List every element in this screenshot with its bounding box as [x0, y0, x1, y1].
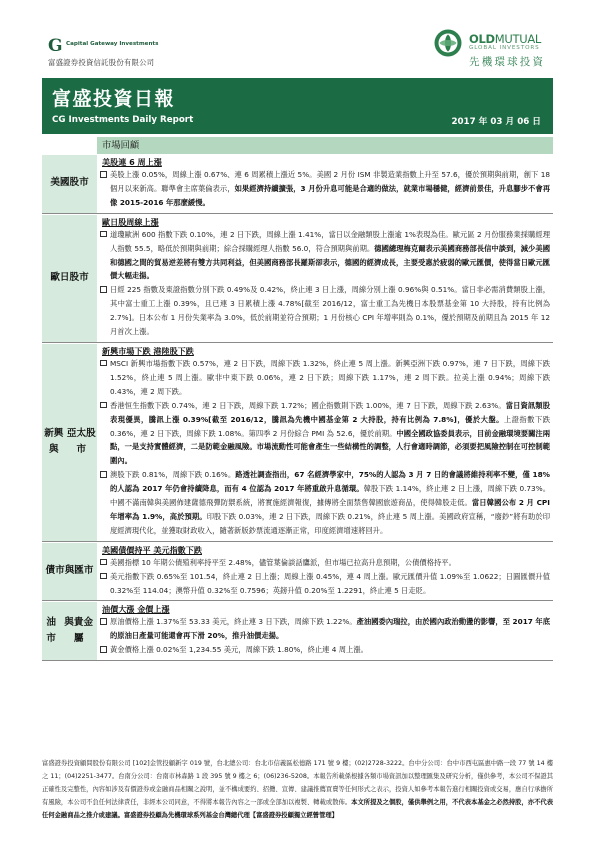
report-date: 2017 年 03 月 06 日	[451, 117, 541, 127]
row-body	[97, 601, 553, 660]
row-label	[42, 602, 97, 660]
row-label	[42, 215, 97, 342]
disclaimer-text	[42, 757, 553, 822]
row-body	[97, 154, 553, 213]
row-label	[42, 155, 97, 213]
checkbox-bullet-icon	[100, 559, 110, 566]
bullet-item	[100, 570, 550, 598]
checkbox-bullet-icon	[100, 646, 110, 653]
report-subtitle: CG Investments Daily Report	[52, 115, 194, 125]
bullet-text-run: 中國全國政協委員表示，目前金融環境要關注兩點，一是支持實體經濟，二是防範金融風險。市場流動性可能會產生一些結構性的調整，人行會適時調節，必須要把風險控制在可控制範圍內。	[110, 428, 550, 466]
bullet-item	[100, 357, 550, 399]
old-mutual-tagline: GLOBAL INVESTORS	[469, 45, 540, 51]
market-row	[42, 343, 553, 542]
bullet-text-run: 道瓊歐洲 600 指數下跌 0.10%，連 2 日下跌，周線上漲 1.41%，當日以金融類股上漲逾 1%表現為佳。歐元區 2 月份服務業採購經理人指數 55.5，略低於預期與前期；綜合採購經理人指數 56.0，符合預期與前期。	[110, 229, 550, 253]
row-label-line: 債市	[45, 565, 65, 577]
market-rows	[42, 154, 553, 661]
row-label	[42, 344, 97, 541]
cg-logo-icon: G	[48, 36, 63, 56]
checkbox-bullet-icon	[100, 573, 110, 580]
row-label-line: 與貴金屬	[64, 616, 94, 645]
bullet-text	[110, 399, 550, 469]
row-body	[97, 214, 553, 342]
bullet-text-run: 黃金價格上漲 0.02%至 1,234.55 美元，周線下跌 1.80%，終止連 4 周上漲。	[110, 645, 368, 655]
row-label	[42, 543, 97, 601]
bullet-text	[110, 643, 550, 657]
bullet-item	[100, 643, 550, 657]
bullet-text-run: MSCI 新興市場指數下跌 0.57%，連 2 日下跌，周線下跌 1.32%，終止連 5 周上漲。新興亞洲下跌 0.97%，連 7 日下跌，周線下跌 1.52%，終止連 5 周上漲。歐非中東下跌 0.06%，連 2 日下跌；周線下跌 1.17%，連 2 周下跌。拉美上漲 0.94%；周線下跌 0.43%，連 2 周下跌。	[110, 358, 550, 396]
checkbox-bullet-icon	[100, 231, 110, 238]
market-row	[42, 542, 553, 602]
bullet-text	[110, 228, 550, 284]
bullet-text-run: 澳股下跌 0.81%，周線下跌 0.16%。	[110, 470, 236, 480]
bullet-text-run: 當日韓國公布 2 月 CPI 年增率為 1.9%，高於預期。	[110, 498, 550, 521]
disclaimer-run: 富盛證券投資顧問股份有限公司 [102]金管投顧新字 019 號，台北總公司：台北市信義區松德路 171 號 9 樓；(02)2728-3222。台中分公司：台中市西屯區惠中路一段 77 號 14 樓之 11；(04)2251-3477。台南分公司：台南市林森路 1 段 395 號 9 樓之 6；(06)236-5208。本報告所載係根據各類市場資訊加以整理匯集及研究分析，僅供參考，本公司不保證其正確性及完整性，內容如涉及有價證券或金融商品相關之說明，並不構成要約、招攬、宣傳、建議推薦買賣等任何形式之表示，投資人如參考本報告進行相關投資或交易，應自行承擔所有風險，本公司不負任何法律責任，非經本公司同意，不得將本報告內容之一部或全部加以複製、轉載或散佈。	[42, 760, 553, 807]
bullet-text-run: 美元指數下跌 0.65%至 101.54，終止連 2 日上漲；周線上漲 0.45%，連 4 周上漲。歐元匯價升值 1.09%至 1.0622；日圓匯價升值 0.32%至 114.04；澳幣升值 0.32%至 0.7596；英鎊升值 0.20%至 1.2291，終止連 5 日走貶。	[110, 571, 550, 595]
report-banner	[42, 78, 553, 134]
row-label-line: 美國股市	[50, 177, 89, 189]
bullet-item	[100, 615, 550, 643]
market-row	[42, 601, 553, 661]
bullet-text	[110, 556, 550, 570]
bullet-text-run: 如果經濟持續擴張，3 月份升息可能是合適的做法，就業市場穩健，經濟前景佳，升息腳步不會再像 2015-2016 年那麼緩慢。	[110, 183, 551, 207]
row-subtitle: 美國債價持平 美元指數下跌	[102, 544, 202, 555]
cg-logo-chinese: 富盛證券投資信託股份有限公司	[48, 58, 155, 67]
row-label-line: 新興與	[44, 427, 64, 456]
bullet-text-run: 韓股下跌 1.14%，終止連 2 日上漲，周線下跌 0.73%。中國不滿南韓與美國佈建薩德飛彈防禦系統，將實施經濟報復，據傳將全面禁售韓國旅遊商品，使得韓股走低。	[110, 484, 551, 508]
bullet-text	[110, 357, 550, 399]
bullet-text-run: 美國指標 10 年期公債殖利率持平至 2.48%，儘管葉倫談話鷹派，但市場已拉高升息預期，公債價格持平。	[110, 557, 456, 567]
bullet-item	[100, 228, 550, 284]
checkbox-bullet-icon	[100, 471, 110, 478]
bullet-text-run: 當日資訊類股表現優異，騰訊上漲 0.39%[截至 2016/12，騰訊為先機中國基金第 2 大持股，持有比例為 7.8%]，優於大盤。	[110, 400, 551, 424]
bullet-text-run: 德國總理梅克爾表示美國商務部長信中談到，減少美國和德國之間的貿易逆差將有雙方共同利益，但美國商務部長羅斯卻表示，德國的經濟成長，主要受惠於疲弱的歐元匯價，使得當日歐元匯價大幅走揚。	[110, 243, 550, 281]
checkbox-bullet-icon	[100, 171, 110, 178]
bullet-text-run: 印股下跌 0.03%，連 2 日下跌，周線下跌 0.21%，終止連 5 周上漲。美國政府宣稱，“廢鈔”將有助於印度經濟現代化，並獲取財政收入，隨著新版鈔票流通逐漸正常，印度經濟增速將回升。	[110, 511, 550, 535]
bullet-text-run: 原油價格上漲 1.37%至 53.33 美元，終止連 3 日下跌，周線下跌 1.22%。	[110, 617, 357, 627]
section-title: 市場回顧	[97, 137, 553, 154]
disclaimer-run: 富盛證券投顧為先機環球系列基金台灣總代理【富盛證券投顧獨立經營管理】	[123, 812, 338, 820]
row-subtitle: 歐日股周線上漲	[102, 216, 159, 227]
row-body	[97, 542, 553, 601]
row-subtitle: 油價大漲 金價上漲	[102, 604, 170, 615]
bullet-text	[110, 570, 550, 598]
row-body	[97, 343, 553, 541]
checkbox-bullet-icon	[100, 286, 110, 293]
checkbox-bullet-icon	[100, 402, 110, 409]
old-mutual-emblem-icon	[433, 28, 463, 58]
checkbox-bullet-icon	[100, 360, 110, 367]
checkbox-bullet-icon	[100, 618, 110, 625]
bullet-text-run: 美股上漲 0.05%，周線上漲 0.67%、連 6 周累積上漲近 5%。美國 2 月份 ISM 非製造業指數上升至 57.6，優於預期與前期，創下 18 個月以來新高。聯準會主席葉倫表示，	[110, 170, 550, 193]
bullet-item	[100, 168, 550, 210]
row-label-line: 歐日股市	[50, 271, 89, 283]
bullet-item	[100, 399, 550, 469]
bullet-item	[100, 283, 550, 339]
bullet-text-run: 上證指數下跌 0.36%，連 2 日下跌，周線下跌 1.08%。第四季 2 月份綜合 PMI 為 52.6，優於前期。	[110, 414, 550, 438]
bullet-text-run: 香港恒生指數下跌 0.74%，連 2 日下跌，周線下跌 1.72%；國企指數則下跌 1.00%，連 7 日下跌，周線下跌 2.63%。	[110, 400, 506, 410]
old-mutual-name: OLDMUTUAL	[469, 32, 542, 46]
bullet-text-run: 路透社調查指出，67 名經濟學家中，75%的人認為 3 月 7 日的會議將維持利率不變，僅 18%的人認為 2017 年仍會持續降息，而有 4 位認為 2017 年將重啟升息循環。	[110, 470, 550, 494]
old-mutual-chinese-name: 先機環球投資	[469, 56, 546, 68]
section-header	[42, 137, 553, 154]
report-title: 富盛投資日報	[52, 88, 176, 110]
page-header	[0, 0, 595, 78]
cg-logo-english: Capital Gateway Investments	[66, 41, 159, 47]
bullet-text	[110, 468, 550, 538]
row-label-line: 油市	[46, 616, 56, 645]
market-row	[42, 214, 553, 343]
row-label-line: 亞太股市	[66, 427, 96, 456]
bullet-text	[110, 168, 550, 210]
bullet-item	[100, 556, 550, 570]
bullet-text	[110, 283, 550, 339]
bullet-text-run: 產油國委內瑞拉，由於國內政治動盪的影響，至 2017 年底的原油日產量可能還會再下滑 20%，推升油價走揚。	[110, 617, 551, 641]
disclaimer-run: 本文所提及之個股，僅供舉例之用，不代表本基金之必然持股，亦不代表任何金融商品之推介或建議。	[42, 799, 554, 820]
bullet-item	[100, 468, 550, 538]
row-subtitle: 新興市場下跌 港陸股下跌	[102, 345, 194, 356]
market-row	[42, 154, 553, 214]
bullet-text-run: 日經 225 指數及東證指數分別下跌 0.49%及 0.42%，終止連 3 日上漲，周線分別上漲 0.96%與 0.51%。當日非必需消費類股上漲，其中富士重工上漲 0.39%，且已連 3 日累積上漲 4.78%[截至 2016/12，富士重工為先機日本股票基金第 10 大持股，持有比例為 2.7%]。日本公布 1 月份失業率為 3.0%，低於前期並符合預期；1 月份核心 CPI 年增率則為 0.1%，優於預期及前期且為 2015 年 12 月首次上漲。	[110, 285, 550, 337]
row-label-line: 與匯市	[64, 565, 94, 577]
market-review-section	[42, 137, 553, 661]
row-subtitle: 美股連 6 周上漲	[102, 157, 162, 167]
bullet-text	[110, 615, 550, 643]
